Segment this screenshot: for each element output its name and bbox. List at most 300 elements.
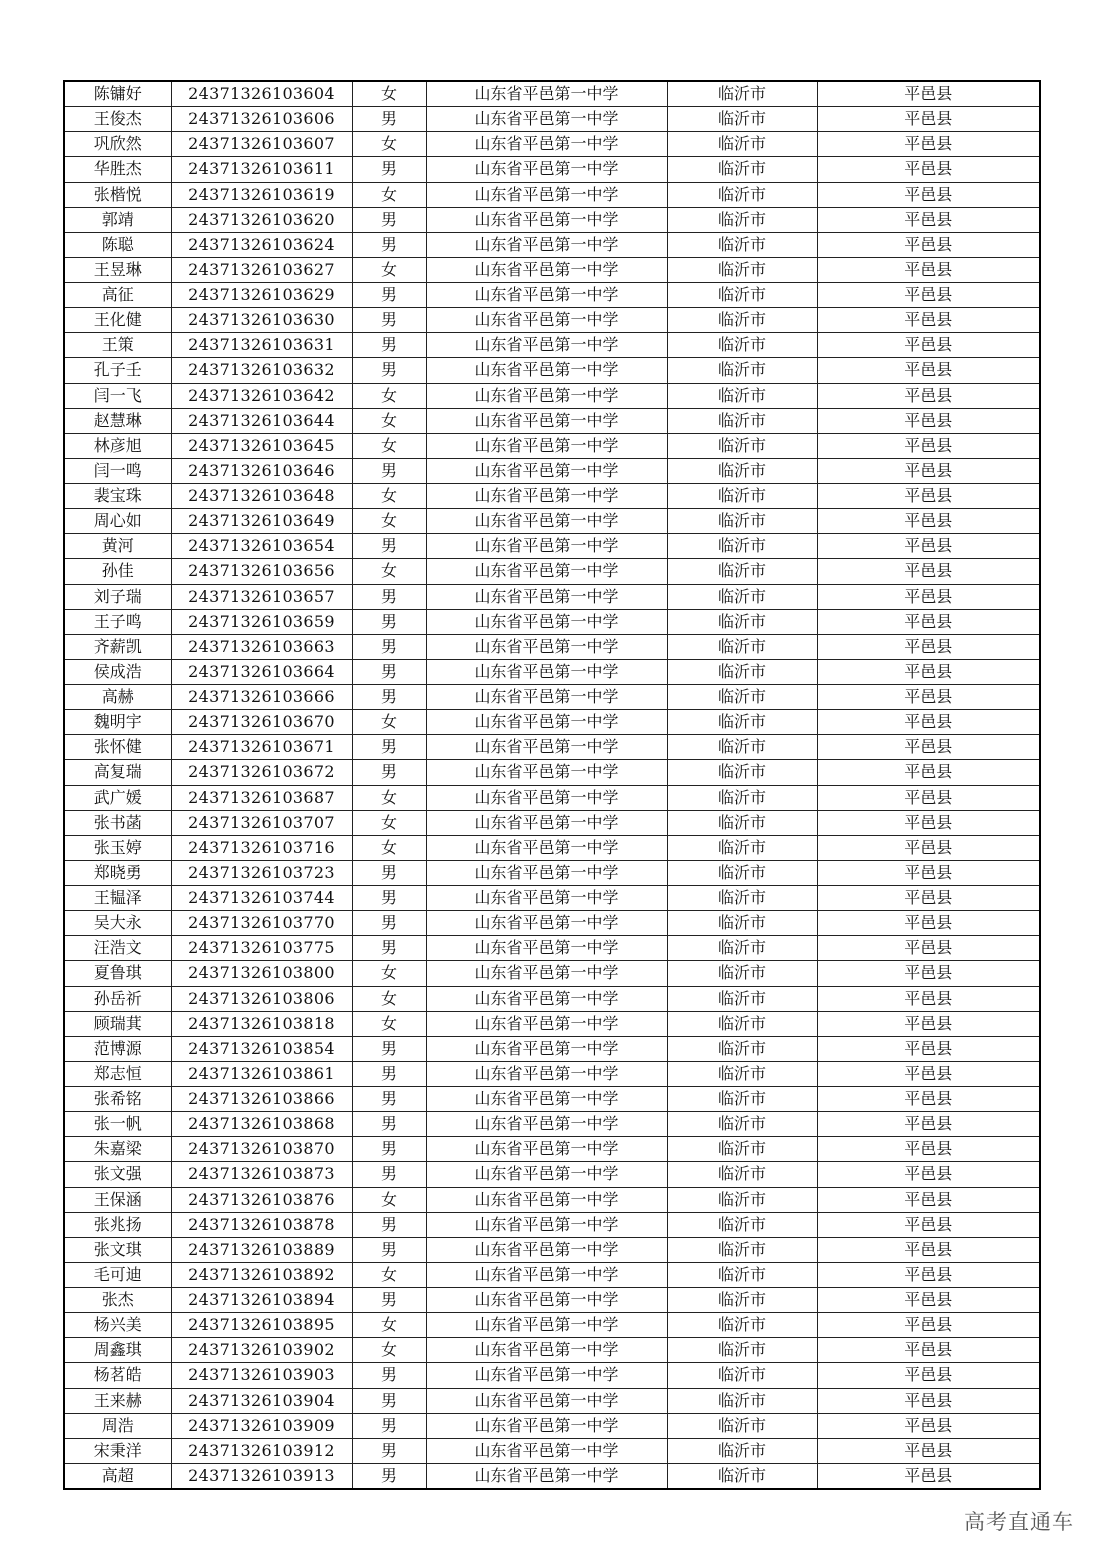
city-cell: 临沂市 bbox=[667, 534, 817, 559]
county-cell: 平邑县 bbox=[817, 232, 1040, 257]
exam-id-cell: 24371326103619 bbox=[171, 182, 352, 207]
county-cell: 平邑县 bbox=[817, 760, 1040, 785]
county-cell: 平邑县 bbox=[817, 1413, 1040, 1438]
name-cell: 郑晓勇 bbox=[64, 860, 171, 885]
school-cell: 山东省平邑第一中学 bbox=[426, 1011, 667, 1036]
exam-id-cell: 24371326103620 bbox=[171, 207, 352, 232]
table-row bbox=[64, 936, 1040, 961]
table-row bbox=[64, 810, 1040, 835]
exam-id-cell: 24371326103873 bbox=[171, 1162, 352, 1187]
city-cell: 临沂市 bbox=[667, 559, 817, 584]
name-cell: 魏明宇 bbox=[64, 710, 171, 735]
city-cell: 临沂市 bbox=[667, 936, 817, 961]
city-cell: 临沂市 bbox=[667, 383, 817, 408]
gender-cell: 男 bbox=[352, 1388, 426, 1413]
gender-cell: 女 bbox=[352, 81, 426, 107]
exam-id-cell: 24371326103800 bbox=[171, 961, 352, 986]
name-cell: 陈聪 bbox=[64, 232, 171, 257]
school-cell: 山东省平邑第一中学 bbox=[426, 835, 667, 860]
name-cell: 张兆扬 bbox=[64, 1212, 171, 1237]
county-cell: 平邑县 bbox=[817, 107, 1040, 132]
exam-id-cell: 24371326103663 bbox=[171, 634, 352, 659]
exam-id-cell: 24371326103664 bbox=[171, 659, 352, 684]
exam-id-cell: 24371326103611 bbox=[171, 157, 352, 182]
gender-cell: 男 bbox=[352, 1061, 426, 1086]
table-row bbox=[64, 1212, 1040, 1237]
school-cell: 山东省平邑第一中学 bbox=[426, 182, 667, 207]
name-cell: 汪浩文 bbox=[64, 936, 171, 961]
gender-cell: 男 bbox=[352, 659, 426, 684]
city-cell: 临沂市 bbox=[667, 886, 817, 911]
city-cell: 临沂市 bbox=[667, 1087, 817, 1112]
table-row bbox=[64, 1413, 1040, 1438]
table-row bbox=[64, 182, 1040, 207]
name-cell: 王昱琳 bbox=[64, 257, 171, 282]
school-cell: 山东省平邑第一中学 bbox=[426, 1036, 667, 1061]
county-cell: 平邑县 bbox=[817, 835, 1040, 860]
county-cell: 平邑县 bbox=[817, 81, 1040, 107]
table-row bbox=[64, 1338, 1040, 1363]
table-row bbox=[64, 1036, 1040, 1061]
county-cell: 平邑县 bbox=[817, 1187, 1040, 1212]
name-cell: 齐薪凯 bbox=[64, 634, 171, 659]
table-row bbox=[64, 634, 1040, 659]
school-cell: 山东省平邑第一中学 bbox=[426, 936, 667, 961]
exam-id-cell: 24371326103913 bbox=[171, 1463, 352, 1489]
gender-cell: 女 bbox=[352, 484, 426, 509]
table-row bbox=[64, 1237, 1040, 1262]
table-row bbox=[64, 358, 1040, 383]
gender-cell: 男 bbox=[352, 1036, 426, 1061]
table-row bbox=[64, 760, 1040, 785]
school-cell: 山东省平邑第一中学 bbox=[426, 911, 667, 936]
name-cell: 张怀健 bbox=[64, 735, 171, 760]
exam-id-cell: 24371326103889 bbox=[171, 1237, 352, 1262]
name-cell: 周浩 bbox=[64, 1413, 171, 1438]
school-cell: 山东省平邑第一中学 bbox=[426, 1212, 667, 1237]
name-cell: 王化健 bbox=[64, 308, 171, 333]
school-cell: 山东省平邑第一中学 bbox=[426, 232, 667, 257]
county-cell: 平邑县 bbox=[817, 433, 1040, 458]
name-cell: 张书菡 bbox=[64, 810, 171, 835]
name-cell: 王俊杰 bbox=[64, 107, 171, 132]
table-row bbox=[64, 785, 1040, 810]
table-row bbox=[64, 1011, 1040, 1036]
city-cell: 临沂市 bbox=[667, 810, 817, 835]
county-cell: 平邑县 bbox=[817, 207, 1040, 232]
county-cell: 平邑县 bbox=[817, 1087, 1040, 1112]
exam-id-cell: 24371326103631 bbox=[171, 333, 352, 358]
school-cell: 山东省平邑第一中学 bbox=[426, 358, 667, 383]
school-cell: 山东省平邑第一中学 bbox=[426, 1313, 667, 1338]
school-cell: 山东省平邑第一中学 bbox=[426, 1463, 667, 1489]
city-cell: 临沂市 bbox=[667, 81, 817, 107]
school-cell: 山东省平邑第一中学 bbox=[426, 1262, 667, 1287]
school-cell: 山东省平邑第一中学 bbox=[426, 1162, 667, 1187]
gender-cell: 男 bbox=[352, 735, 426, 760]
gender-cell: 男 bbox=[352, 886, 426, 911]
table-row bbox=[64, 1288, 1040, 1313]
exam-id-cell: 24371326103818 bbox=[171, 1011, 352, 1036]
exam-id-cell: 24371326103770 bbox=[171, 911, 352, 936]
exam-id-cell: 24371326103878 bbox=[171, 1212, 352, 1237]
school-cell: 山东省平邑第一中学 bbox=[426, 685, 667, 710]
name-cell: 王子鸣 bbox=[64, 609, 171, 634]
name-cell: 张楷悦 bbox=[64, 182, 171, 207]
gender-cell: 女 bbox=[352, 257, 426, 282]
school-cell: 山东省平邑第一中学 bbox=[426, 81, 667, 107]
school-cell: 山东省平邑第一中学 bbox=[426, 534, 667, 559]
gender-cell: 男 bbox=[352, 283, 426, 308]
school-cell: 山东省平邑第一中学 bbox=[426, 735, 667, 760]
county-cell: 平邑县 bbox=[817, 1463, 1040, 1489]
county-cell: 平邑县 bbox=[817, 659, 1040, 684]
table-row bbox=[64, 986, 1040, 1011]
table-row bbox=[64, 685, 1040, 710]
exam-id-cell: 24371326103876 bbox=[171, 1187, 352, 1212]
city-cell: 临沂市 bbox=[667, 182, 817, 207]
gender-cell: 男 bbox=[352, 1112, 426, 1137]
school-cell: 山东省平邑第一中学 bbox=[426, 157, 667, 182]
county-cell: 平邑县 bbox=[817, 685, 1040, 710]
exam-id-cell: 24371326103892 bbox=[171, 1262, 352, 1287]
county-cell: 平邑县 bbox=[817, 1262, 1040, 1287]
table-row bbox=[64, 157, 1040, 182]
county-cell: 平邑县 bbox=[817, 1137, 1040, 1162]
exam-id-cell: 24371326103775 bbox=[171, 936, 352, 961]
gender-cell: 女 bbox=[352, 961, 426, 986]
exam-id-cell: 24371326103868 bbox=[171, 1112, 352, 1137]
exam-id-cell: 24371326103895 bbox=[171, 1313, 352, 1338]
name-cell: 武广媛 bbox=[64, 785, 171, 810]
name-cell: 周鑫琪 bbox=[64, 1338, 171, 1363]
table-row bbox=[64, 1137, 1040, 1162]
school-cell: 山东省平邑第一中学 bbox=[426, 1137, 667, 1162]
exam-id-cell: 24371326103672 bbox=[171, 760, 352, 785]
city-cell: 临沂市 bbox=[667, 1061, 817, 1086]
gender-cell: 女 bbox=[352, 1313, 426, 1338]
school-cell: 山东省平邑第一中学 bbox=[426, 559, 667, 584]
school-cell: 山东省平邑第一中学 bbox=[426, 458, 667, 483]
school-cell: 山东省平邑第一中学 bbox=[426, 609, 667, 634]
table-row bbox=[64, 835, 1040, 860]
city-cell: 临沂市 bbox=[667, 1363, 817, 1388]
city-cell: 临沂市 bbox=[667, 1388, 817, 1413]
gender-cell: 男 bbox=[352, 1413, 426, 1438]
county-cell: 平邑县 bbox=[817, 609, 1040, 634]
school-cell: 山东省平邑第一中学 bbox=[426, 1338, 667, 1363]
school-cell: 山东省平邑第一中学 bbox=[426, 785, 667, 810]
name-cell: 孙佳 bbox=[64, 559, 171, 584]
gender-cell: 女 bbox=[352, 182, 426, 207]
school-cell: 山东省平邑第一中学 bbox=[426, 207, 667, 232]
exam-id-cell: 24371326103744 bbox=[171, 886, 352, 911]
school-cell: 山东省平邑第一中学 bbox=[426, 333, 667, 358]
exam-id-cell: 24371326103666 bbox=[171, 685, 352, 710]
exam-id-cell: 24371326103866 bbox=[171, 1087, 352, 1112]
exam-id-cell: 24371326103629 bbox=[171, 283, 352, 308]
table-row bbox=[64, 659, 1040, 684]
gender-cell: 女 bbox=[352, 559, 426, 584]
name-cell: 王来赫 bbox=[64, 1388, 171, 1413]
gender-cell: 女 bbox=[352, 132, 426, 157]
gender-cell: 男 bbox=[352, 157, 426, 182]
school-cell: 山东省平邑第一中学 bbox=[426, 283, 667, 308]
school-cell: 山东省平邑第一中学 bbox=[426, 860, 667, 885]
table-row bbox=[64, 433, 1040, 458]
exam-id-cell: 24371326103707 bbox=[171, 810, 352, 835]
city-cell: 临沂市 bbox=[667, 1237, 817, 1262]
exam-id-cell: 24371326103909 bbox=[171, 1413, 352, 1438]
county-cell: 平邑县 bbox=[817, 785, 1040, 810]
county-cell: 平邑县 bbox=[817, 484, 1040, 509]
table-row bbox=[64, 559, 1040, 584]
name-cell: 杨茗皓 bbox=[64, 1363, 171, 1388]
city-cell: 临沂市 bbox=[667, 961, 817, 986]
city-cell: 临沂市 bbox=[667, 484, 817, 509]
city-cell: 临沂市 bbox=[667, 509, 817, 534]
name-cell: 毛可迪 bbox=[64, 1262, 171, 1287]
city-cell: 临沂市 bbox=[667, 1137, 817, 1162]
table-row bbox=[64, 860, 1040, 885]
exam-id-cell: 24371326103648 bbox=[171, 484, 352, 509]
name-cell: 夏鲁琪 bbox=[64, 961, 171, 986]
exam-id-cell: 24371326103861 bbox=[171, 1061, 352, 1086]
city-cell: 临沂市 bbox=[667, 785, 817, 810]
county-cell: 平邑县 bbox=[817, 132, 1040, 157]
school-cell: 山东省平邑第一中学 bbox=[426, 961, 667, 986]
gender-cell: 女 bbox=[352, 433, 426, 458]
gender-cell: 女 bbox=[352, 1011, 426, 1036]
table-row bbox=[64, 1313, 1040, 1338]
name-cell: 华胜杰 bbox=[64, 157, 171, 182]
table-row bbox=[64, 333, 1040, 358]
exam-id-cell: 24371326103903 bbox=[171, 1363, 352, 1388]
gender-cell: 女 bbox=[352, 810, 426, 835]
exam-id-cell: 24371326103604 bbox=[171, 81, 352, 107]
city-cell: 临沂市 bbox=[667, 1413, 817, 1438]
gender-cell: 女 bbox=[352, 710, 426, 735]
table-row bbox=[64, 308, 1040, 333]
gender-cell: 男 bbox=[352, 308, 426, 333]
school-cell: 山东省平邑第一中学 bbox=[426, 383, 667, 408]
table-row bbox=[64, 1262, 1040, 1287]
gender-cell: 男 bbox=[352, 584, 426, 609]
city-cell: 临沂市 bbox=[667, 232, 817, 257]
gender-cell: 男 bbox=[352, 107, 426, 132]
county-cell: 平邑县 bbox=[817, 182, 1040, 207]
gender-cell: 男 bbox=[352, 1212, 426, 1237]
school-cell: 山东省平邑第一中学 bbox=[426, 659, 667, 684]
table-row bbox=[64, 107, 1040, 132]
gender-cell: 男 bbox=[352, 936, 426, 961]
table-row bbox=[64, 1187, 1040, 1212]
table-row bbox=[64, 1463, 1040, 1489]
name-cell: 周心如 bbox=[64, 509, 171, 534]
city-cell: 临沂市 bbox=[667, 257, 817, 282]
table-row bbox=[64, 710, 1040, 735]
exam-id-cell: 24371326103656 bbox=[171, 559, 352, 584]
gender-cell: 男 bbox=[352, 1438, 426, 1463]
school-cell: 山东省平邑第一中学 bbox=[426, 1288, 667, 1313]
table-row bbox=[64, 81, 1040, 107]
gender-cell: 女 bbox=[352, 1338, 426, 1363]
city-cell: 临沂市 bbox=[667, 584, 817, 609]
exam-id-cell: 24371326103870 bbox=[171, 1137, 352, 1162]
gender-cell: 男 bbox=[352, 911, 426, 936]
exam-id-cell: 24371326103624 bbox=[171, 232, 352, 257]
name-cell: 郑志恒 bbox=[64, 1061, 171, 1086]
gender-cell: 男 bbox=[352, 358, 426, 383]
county-cell: 平邑县 bbox=[817, 308, 1040, 333]
gender-cell: 女 bbox=[352, 835, 426, 860]
county-cell: 平邑县 bbox=[817, 1112, 1040, 1137]
city-cell: 临沂市 bbox=[667, 634, 817, 659]
exam-id-cell: 24371326103716 bbox=[171, 835, 352, 860]
county-cell: 平邑县 bbox=[817, 1237, 1040, 1262]
name-cell: 侯成浩 bbox=[64, 659, 171, 684]
county-cell: 平邑县 bbox=[817, 283, 1040, 308]
name-cell: 林彦旭 bbox=[64, 433, 171, 458]
city-cell: 临沂市 bbox=[667, 659, 817, 684]
county-cell: 平邑县 bbox=[817, 157, 1040, 182]
school-cell: 山东省平邑第一中学 bbox=[426, 1187, 667, 1212]
table-row bbox=[64, 961, 1040, 986]
school-cell: 山东省平邑第一中学 bbox=[426, 810, 667, 835]
county-cell: 平邑县 bbox=[817, 509, 1040, 534]
city-cell: 临沂市 bbox=[667, 283, 817, 308]
exam-id-cell: 24371326103687 bbox=[171, 785, 352, 810]
city-cell: 临沂市 bbox=[667, 1463, 817, 1489]
gender-cell: 男 bbox=[352, 609, 426, 634]
city-cell: 临沂市 bbox=[667, 433, 817, 458]
table-row bbox=[64, 283, 1040, 308]
exam-id-cell: 24371326103642 bbox=[171, 383, 352, 408]
city-cell: 临沂市 bbox=[667, 1187, 817, 1212]
county-cell: 平邑县 bbox=[817, 986, 1040, 1011]
name-cell: 赵慧琳 bbox=[64, 408, 171, 433]
city-cell: 临沂市 bbox=[667, 1313, 817, 1338]
county-cell: 平邑县 bbox=[817, 710, 1040, 735]
county-cell: 平邑县 bbox=[817, 534, 1040, 559]
exam-id-cell: 24371326103912 bbox=[171, 1438, 352, 1463]
county-cell: 平邑县 bbox=[817, 735, 1040, 760]
county-cell: 平邑县 bbox=[817, 886, 1040, 911]
county-cell: 平邑县 bbox=[817, 634, 1040, 659]
exam-id-cell: 24371326103894 bbox=[171, 1288, 352, 1313]
table-row bbox=[64, 509, 1040, 534]
city-cell: 临沂市 bbox=[667, 207, 817, 232]
gender-cell: 男 bbox=[352, 1087, 426, 1112]
exam-id-cell: 24371326103606 bbox=[171, 107, 352, 132]
city-cell: 临沂市 bbox=[667, 458, 817, 483]
gender-cell: 男 bbox=[352, 1288, 426, 1313]
county-cell: 平邑县 bbox=[817, 1162, 1040, 1187]
watermark-text: 高考直通车 bbox=[964, 1510, 1074, 1534]
name-cell: 高赫 bbox=[64, 685, 171, 710]
school-cell: 山东省平邑第一中学 bbox=[426, 1112, 667, 1137]
county-cell: 平邑县 bbox=[817, 1438, 1040, 1463]
gender-cell: 男 bbox=[352, 207, 426, 232]
school-cell: 山东省平邑第一中学 bbox=[426, 710, 667, 735]
exam-id-cell: 24371326103630 bbox=[171, 308, 352, 333]
table-row bbox=[64, 1087, 1040, 1112]
school-cell: 山东省平邑第一中学 bbox=[426, 484, 667, 509]
gender-cell: 女 bbox=[352, 1187, 426, 1212]
name-cell: 张希铭 bbox=[64, 1087, 171, 1112]
name-cell: 朱嘉梁 bbox=[64, 1137, 171, 1162]
name-cell: 刘子瑞 bbox=[64, 584, 171, 609]
school-cell: 山东省平邑第一中学 bbox=[426, 886, 667, 911]
school-cell: 山东省平邑第一中学 bbox=[426, 433, 667, 458]
table-row bbox=[64, 132, 1040, 157]
table-row bbox=[64, 911, 1040, 936]
county-cell: 平邑县 bbox=[817, 1036, 1040, 1061]
city-cell: 临沂市 bbox=[667, 132, 817, 157]
city-cell: 临沂市 bbox=[667, 760, 817, 785]
city-cell: 临沂市 bbox=[667, 1112, 817, 1137]
exam-id-cell: 24371326103723 bbox=[171, 860, 352, 885]
name-cell: 杨兴美 bbox=[64, 1313, 171, 1338]
name-cell: 王策 bbox=[64, 333, 171, 358]
table-row bbox=[64, 1388, 1040, 1413]
city-cell: 临沂市 bbox=[667, 358, 817, 383]
county-cell: 平邑县 bbox=[817, 1212, 1040, 1237]
city-cell: 临沂市 bbox=[667, 1212, 817, 1237]
city-cell: 临沂市 bbox=[667, 1438, 817, 1463]
city-cell: 临沂市 bbox=[667, 408, 817, 433]
exam-id-cell: 24371326103644 bbox=[171, 408, 352, 433]
city-cell: 临沂市 bbox=[667, 157, 817, 182]
city-cell: 临沂市 bbox=[667, 860, 817, 885]
county-cell: 平邑县 bbox=[817, 961, 1040, 986]
school-cell: 山东省平邑第一中学 bbox=[426, 1087, 667, 1112]
city-cell: 临沂市 bbox=[667, 735, 817, 760]
county-cell: 平邑县 bbox=[817, 1388, 1040, 1413]
gender-cell: 女 bbox=[352, 408, 426, 433]
city-cell: 临沂市 bbox=[667, 1338, 817, 1363]
gender-cell: 女 bbox=[352, 986, 426, 1011]
name-cell: 郭靖 bbox=[64, 207, 171, 232]
name-cell: 陈镛好 bbox=[64, 81, 171, 107]
city-cell: 临沂市 bbox=[667, 308, 817, 333]
gender-cell: 男 bbox=[352, 458, 426, 483]
city-cell: 临沂市 bbox=[667, 107, 817, 132]
county-cell: 平邑县 bbox=[817, 860, 1040, 885]
county-cell: 平邑县 bbox=[817, 584, 1040, 609]
name-cell: 巩欣然 bbox=[64, 132, 171, 157]
city-cell: 临沂市 bbox=[667, 333, 817, 358]
name-cell: 张杰 bbox=[64, 1288, 171, 1313]
name-cell: 张文琪 bbox=[64, 1237, 171, 1262]
table-row bbox=[64, 584, 1040, 609]
name-cell: 孔子壬 bbox=[64, 358, 171, 383]
name-cell: 黄河 bbox=[64, 534, 171, 559]
table-row bbox=[64, 534, 1040, 559]
gender-cell: 男 bbox=[352, 685, 426, 710]
exam-id-cell: 24371326103904 bbox=[171, 1388, 352, 1413]
exam-id-cell: 24371326103654 bbox=[171, 534, 352, 559]
table-row bbox=[64, 408, 1040, 433]
table-row bbox=[64, 458, 1040, 483]
name-cell: 张玉婷 bbox=[64, 835, 171, 860]
exam-id-cell: 24371326103806 bbox=[171, 986, 352, 1011]
school-cell: 山东省平邑第一中学 bbox=[426, 760, 667, 785]
gender-cell: 男 bbox=[352, 1463, 426, 1489]
county-cell: 平邑县 bbox=[817, 383, 1040, 408]
name-cell: 吴大永 bbox=[64, 911, 171, 936]
exam-id-cell: 24371326103659 bbox=[171, 609, 352, 634]
